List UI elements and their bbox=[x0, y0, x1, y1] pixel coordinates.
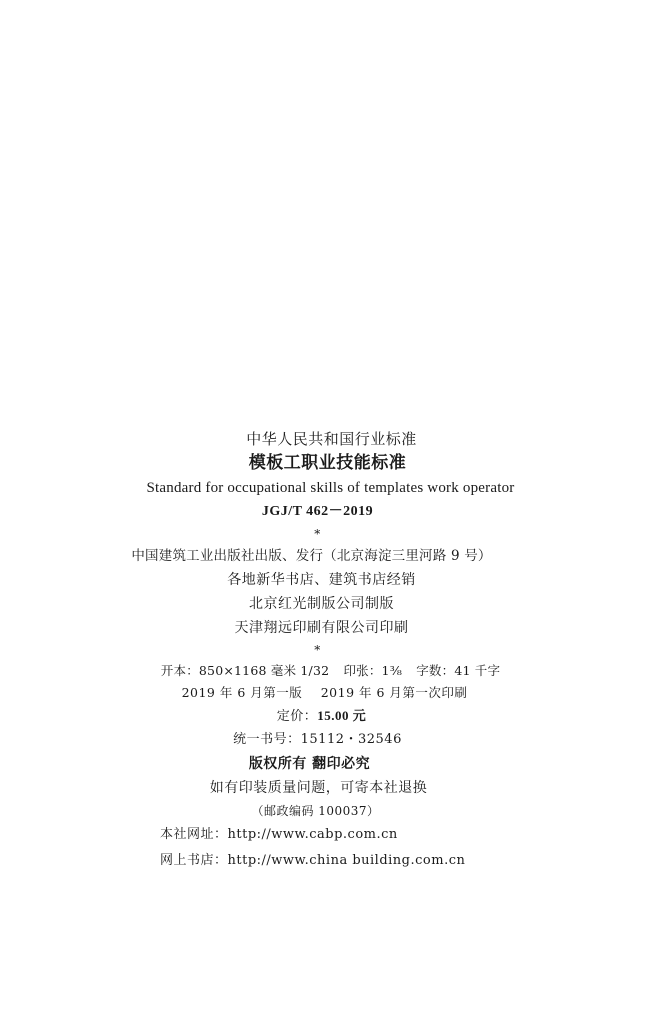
price-line bbox=[0, 704, 653, 728]
online-store-line: 网上书店：http://www.china building.com.cn bbox=[160, 853, 466, 868]
publisher-line: 中国建筑工业出版社出版、发行（北京海淀三里河路 9 号） bbox=[131, 548, 492, 564]
replacement-note: 如有印装质量问题，可寄本社退换 bbox=[209, 780, 428, 796]
price-value: 15.00 元 bbox=[317, 708, 367, 723]
edition-date: 2019 年 6 月第一版 bbox=[181, 685, 303, 700]
title-english: Standard for occupational skills of templates work operator bbox=[146, 480, 515, 496]
postal-code: （邮政编码 100037） bbox=[251, 804, 380, 818]
isbn-line: 统一书号：15112・32546 bbox=[233, 732, 402, 747]
standard-code: JGJ/T 462－2019 bbox=[261, 504, 374, 519]
colophon-block bbox=[0, 428, 663, 874]
price-label: 定价： bbox=[276, 709, 318, 724]
printing-date: 2019 年 6 月第一次印刷 bbox=[320, 685, 468, 700]
website-line: 本社网址：http://www.cabp.com.cn bbox=[160, 827, 398, 842]
standard-series: 中华人民共和国行业标准 bbox=[246, 430, 417, 448]
plate-maker-line: 北京红光制版公司制版 bbox=[249, 596, 394, 612]
words-spec: 字数：41 千字 bbox=[416, 663, 501, 678]
edition-info bbox=[0, 682, 656, 704]
printer-line: 天津翔远印刷有限公司印刷 bbox=[234, 620, 409, 636]
book-specs bbox=[0, 660, 662, 682]
separator-star: * bbox=[314, 527, 321, 541]
distributor-line: 各地新华书店、建筑书店经销 bbox=[227, 572, 416, 588]
rights-notice: 版权所有 翻印必究 bbox=[248, 756, 371, 772]
title-chinese: 模板工职业技能标准 bbox=[248, 453, 407, 473]
sheets-spec: 印张：1⅜ bbox=[343, 663, 403, 678]
format-spec: 开本：850×1168 毫米 1/32 bbox=[160, 663, 330, 678]
separator-star: * bbox=[314, 643, 321, 657]
